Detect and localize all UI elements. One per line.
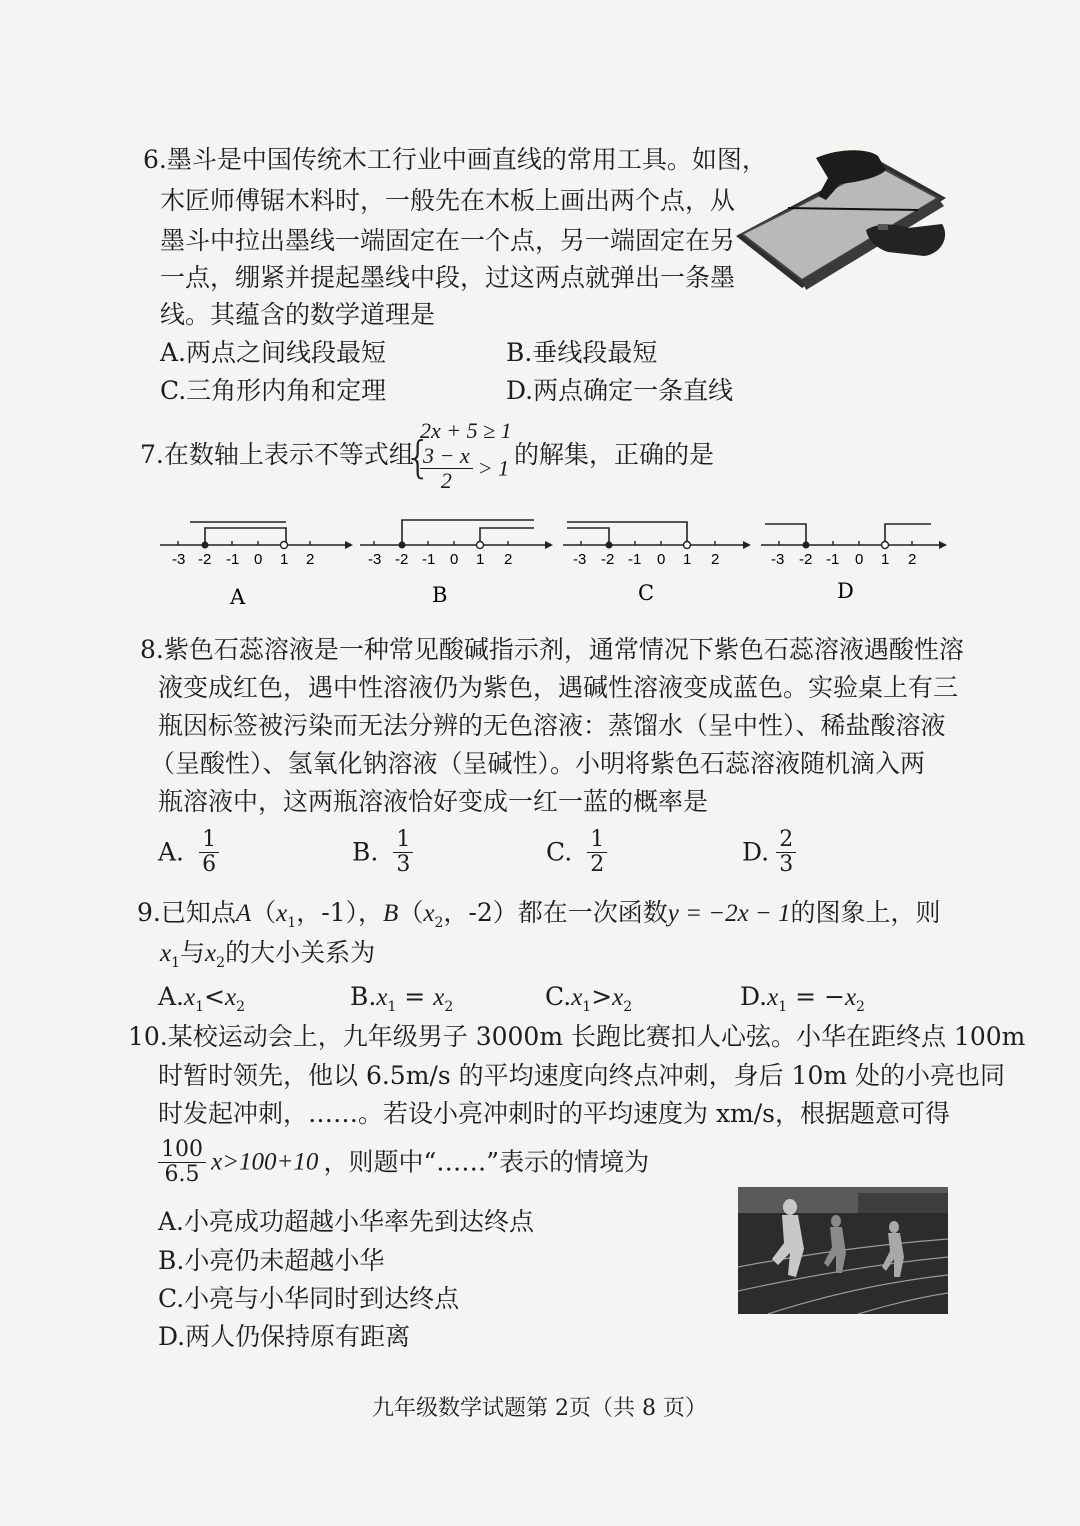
q8-line: （呈酸性）、氢氧化钠溶液（呈碱性）。小明将紫色石蕊溶液随机滴入两 [150,749,926,778]
tick-label: -1 [826,551,840,568]
q9-text: （ [251,898,277,927]
option-letter: B. [352,837,379,867]
subscript: 2 [236,999,246,1015]
subscript: 2 [444,999,454,1015]
q6-option-d: D.两点确定一条直线 [506,376,734,405]
fraction-denominator: 2 [590,852,605,877]
q10-line: 时暂时领先，他以 6.5m/s 的平均速度向终点冲刺，身后 10m 处的小亮也同 [158,1061,1006,1090]
subscript: 1 [195,999,205,1015]
fraction-denominator: 3 [779,852,794,877]
q7-inequality-1: 2x + 5 ≥ 1 [420,418,512,443]
q6-line: 木匠师傅锯木料时，一般先在木板上画出两个点，从 [160,186,736,215]
q7-ineq2-denominator: 2 [440,468,452,493]
relation: = − [787,982,845,1011]
subscript: 1 [387,999,397,1015]
option-letter: D. [740,982,768,1011]
option-letter: D. [742,837,770,867]
option-letter: A. [158,982,185,1011]
q7-prefix: 7.在数轴上表示不等式组 [140,440,414,469]
q8-option-c [546,828,607,877]
relation: > [591,982,613,1011]
var-x: x [767,984,779,1011]
fraction-numerator: 1 [393,828,413,853]
tick-label: 2 [711,551,720,568]
number-line-b [350,510,560,610]
q8-option-a [158,828,219,877]
relation: = [396,982,434,1011]
var-x: x [433,984,445,1011]
q9-text: 9.已知点 [137,898,236,927]
q10-line: 10.某校运动会上，九年级男子 3000m 长跑比赛扣人心弦。小华在距终点 100m [128,1022,1026,1051]
q10-option-a: A.小亮成功超越小华率先到达终点 [158,1207,535,1236]
tick-label: 2 [306,551,315,568]
q7-inequality-2 [420,444,509,493]
q6-option-a: A.两点之间线段最短 [160,338,387,367]
subscript: 2 [856,999,865,1015]
q6-option-c: C.三角形内角和定理 [160,376,387,405]
q8-line: 瓶因标签被污染而无法分辨的无色溶液：蒸馏水（呈中性）、稀盐酸溶液 [158,711,946,740]
number-line-d [755,510,955,610]
tick-label: -3 [771,551,785,568]
option-label-d: D [837,579,854,603]
q6-line: 6.墨斗是中国传统木工行业中画直线的常用工具。如图， [143,145,767,174]
subscript: 1 [287,915,297,931]
q10-equation [158,1138,649,1187]
q10-option-b: B.小亮仍未超越小华 [158,1246,385,1275]
q9-text: 的图象上，则 [790,898,941,927]
var-x: x [844,984,857,1011]
point-b-name: B [383,900,399,927]
option-letter: C. [546,837,573,867]
fraction-denominator: 6.5 [164,1162,200,1187]
q7-ineq2-relation: > 1 [477,455,510,481]
q7-ineq2-numerator: 3 − x [420,444,473,469]
tick-label: -1 [226,551,240,568]
tick-label: -3 [573,551,587,568]
q10-tail-text: ，则题中“……”表示的情境为 [323,1147,650,1177]
number-line-a [150,510,360,610]
tick-label: 1 [476,551,485,568]
var-x: x [376,984,388,1011]
fraction-numerator: 1 [587,828,607,853]
q8-line: 8.紫色石蕊溶液是一种常见酸碱指示剂，通常情况下紫色石蕊溶液遇酸性溶 [140,635,964,664]
page-footer: 九年级数学试题第 2页（共 8 页） [372,1396,707,1421]
tick-label: -3 [368,551,382,568]
q8-line: 瓶溶液中，这两瓶溶液恰好变成一红一蓝的概率是 [158,787,709,816]
q9-text: ，-2）都在一次函数 [443,898,668,927]
tick-label: 2 [908,551,917,568]
var-x: x [184,984,196,1011]
fraction-denominator: 6 [202,852,217,877]
q10-option-d: D.两人仍保持原有距离 [158,1322,411,1351]
q7-suffix: 的解集，正确的是 [514,440,715,469]
fraction-numerator: 1 [199,828,219,853]
q8-option-d [742,828,796,877]
tick-label: 1 [683,551,692,568]
q6-line: 墨斗中拉出墨线一端固定在一个点，另一端固定在另 [160,226,736,255]
tick-label: -1 [422,551,436,568]
number-line-c [555,510,765,610]
tick-label: 0 [855,551,864,568]
q8-option-b [352,828,413,877]
var-x: x [612,984,624,1011]
subscript: 2 [434,915,444,931]
var-x: x [160,940,172,967]
brace-icon: { [404,432,432,483]
q6-option-b: B.垂线段最短 [506,338,658,367]
tick-label: 0 [254,551,263,568]
q10-line: 时发起冲刺，……。若设小亮冲刺时的平均速度为 xm/s，根据题意可得 [158,1099,951,1128]
relation: < [204,982,225,1011]
option-label-b: B [432,583,448,607]
q9-text: 与 [180,938,206,967]
point-a-name: A [235,900,252,927]
tick-label: -2 [799,551,813,568]
running-race-photo [738,1187,948,1314]
subscript: 2 [623,999,633,1015]
q9-text: ，-1）， [296,898,384,927]
tick-label: -2 [198,551,212,568]
function-expression: y = −2x − 1 [667,900,791,927]
tick-label: -2 [395,551,409,568]
fraction-numerator: 100 [158,1138,206,1163]
tick-label: 1 [280,551,289,568]
tick-label: -1 [628,551,642,568]
var-x: x [571,984,583,1011]
subscript: 1 [582,999,592,1015]
q9-text: 的大小关系为 [225,938,376,967]
fraction-numerator: 2 [776,828,796,853]
carpenter-ink-line-figure [728,148,950,310]
q9-text: （ [398,898,424,927]
option-letter: B. [350,982,377,1011]
tick-label: 0 [450,551,459,568]
var-x: x [225,984,237,1011]
tick-label: -2 [601,551,615,568]
subscript: 1 [171,955,181,971]
fraction-denominator: 3 [396,852,411,877]
subscript: 2 [216,955,226,971]
q6-line: 线。其蕴含的数学道理是 [160,300,436,329]
subscript: 1 [778,999,788,1015]
q9-stem-line2 [160,934,375,982]
tick-label: -3 [172,551,186,568]
inequality-expression: x>100+10 [211,1148,319,1176]
var-x: x [276,900,288,927]
option-letter: C. [545,982,572,1011]
var-x: x [205,940,217,967]
option-label-c: C [638,581,655,605]
q8-line: 液变成红色，遇中性溶液仍为紫色，遇碱性溶液变成蓝色。实验桌上有三 [158,673,959,702]
option-label-a: A [230,585,246,609]
tick-label: 2 [504,551,513,568]
tick-label: 0 [657,551,666,568]
option-letter: A. [158,837,185,867]
q10-option-c: C.小亮与小华同时到达终点 [158,1284,460,1313]
tick-label: 1 [881,551,890,568]
var-x: x [423,900,435,927]
q6-line: 一点，绷紧并提起墨线中段，过这两点就弹出一条墨 [160,263,736,292]
